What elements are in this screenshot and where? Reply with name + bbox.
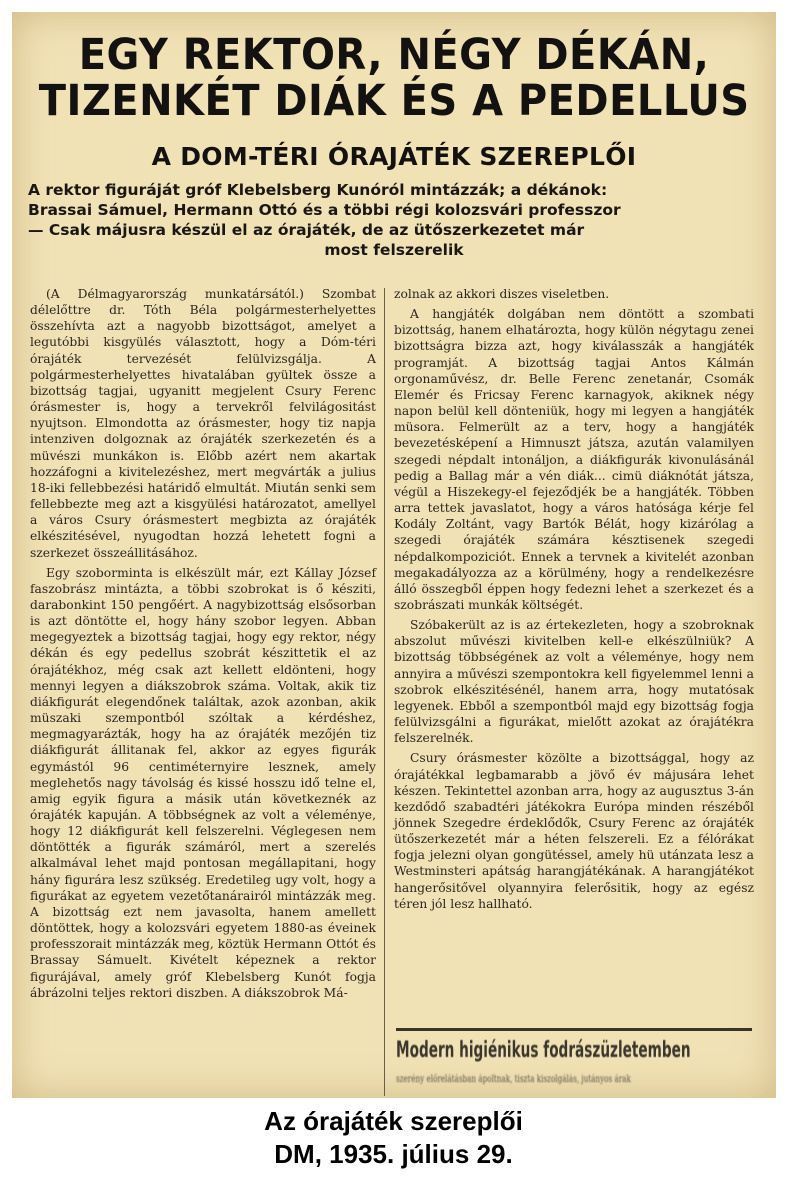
deck-summary: [28, 180, 760, 260]
column-divider: [384, 288, 385, 1096]
article-paragraph: Csury órásmester közölte a bizottsággal, hogy az órajátékkal legbamarabb a jövő év májusára lehet készen. Tekintettel azonban arra, hogy az augusztus 3-án kezdődő szabadtéri játékokra Európa minden részéből jönnek Szegedre érdeklődők, Csury Ferenc az órajáték ütőszerkezetét már a héten felszereli. Ez a félórákat fogja jelezni olyan gongütéssel, amely hü utánzata lesz a Westminsteri apátság harangjátékának. A harangjátékot hangerősitővel olyannyira felerősitik, hogy az egész téren jól lesz hallható.: [394, 751, 754, 911]
ad-subtitle: szerény előrelátásban ápoltnak, tiszta kiszolgálás, jutányos árak: [396, 1074, 631, 1085]
ad-title: Modern higiénikus fodrászüzletemben: [396, 1038, 691, 1063]
deck-line: A rektor figuráját gróf Klebelsberg Kunóról mintázzák; a dékánok:: [28, 181, 608, 199]
article-paragraph: A hangjáték dolgában nem döntött a szombati bizottság, hanem elhatározta, hogy külön négytagu zenei bizottságra bizza azt, hogy kiválasszák a hangjáték programját. A bizottság tagjai Antos Kálmán orgonaművész, dr. Belle Ferenc zenetanár, Csomák Elemér és Fricsay Ferenc karnagyok, akiknek négy napon belül kell dönteniük, hogy mi legyen a hangjáték müsora. Felmerült az a terv, hogy a hangjáték bevezetésképení a Himnuszt játsza, azután valamilyen szegedi népdalt intonáljon, a diákfigurák kivonulásánál pedig a Ballag már a vén diák... cimü diáknótát játsza, végül a Hiszekegy-el fejeződjék be a hangjáték. Többen arra tettek javaslatot, hogy a város hatósága kérje fel Kodály Zoltánt, vagy Bartók Bélát, hogy kizárólag a szegedi órajáték számára késztisenek szegedi népdalkompoziciót. Ennek a tervnek a kivitelét azonban megakadályozza az a körülmény, hogy a rendelkezésre álló összegből éppen hogy fedezni lehet a szerkezet és a szobrászati munkák költségét.: [394, 307, 754, 612]
newspaper-clipping: [12, 12, 776, 1098]
article-paragraph: Egy szoborminta is elkészült már, ezt Kállay József faszobrász mintázta, a többi szobrokat is ő késziti, darabonkint 150 pengőért. A nagybizottság elsősorban is azt döntötte el, hogy hány szobor legyen. Abban megegyeztek a bizottság tagjai, hogy egy rektor, négy dékán és egy pedellus szobrát készittetik el az órajátékhoz, még csak azt kellett eldönteni, hogy mennyi legyen a diákszobrok száma. Voltak, akik tiz diákfigurát elegendőnek találtak, azok azonban, akik müszaki szempontból szóltak a kérdéshez, megmagyarázták, hogy ha az órajáték mezőjén tiz diákfigurát állitanak fel, akkor az egyes figurák egymástól 96 centiméternyire lesznek, amely meglehetős nagy távolság és kissé hosszu idő telne el, amig egyik figura a másik után következnék az órajáték kapuján. A többségnek az volt a véleménye, hogy 12 diákfigurát kell felszerelni. Véglegesen nem döntötték a figurák számáról, mert a szerelés alkalmával lehet majd pontosan megállapitani, hogy hány figurára lesz szükség. Eredetileg ugy volt, hogy a figurákat az egyetem vezetőtanárairól mintázzák meg. A bizottság ezt nem javasolta, hanem amellett döntöttek, hogy a kolozsvári egyetem 1880-as éveinek professzorait mintázzák meg, köztük Hermann Ottót és Brassay Sámuelt. Kivételt képeznek a rektor figurájával, amely gróf Klebelsberg Kunót fogja ábrázolni teljes rektori diszben. A diákszobrok Má-: [30, 565, 376, 1000]
caption-title: Az órajáték szereplői: [264, 1106, 523, 1136]
subheadline: A DOM-TÉRI ÓRAJÁTÉK SZEREPLŐI: [151, 142, 637, 171]
article-left-column: [30, 286, 376, 1005]
ad-divider: [396, 1028, 752, 1031]
article-right-column: [394, 286, 754, 916]
article-paragraph: (A Délmagyarország munkatársától.) Szombat délelőttre dr. Tóth Béla polgármesterhelyettes összehívta azt a nagyobb bizottságot, amelyet a legutóbbi kisgyülés választott, hogy a Dóm-téri órajáték tervezését felülvizsgálja. A polgármesterhelyettes hivatalában gyültek össze a bizottság tagjai, ugyanitt megjelent Csury Ferenc órásmester is, hogy a tervekről felvilágositást nyujtson. Elmondotta az órásmester, hogy tiz napja intenziven dolgoznak az órajáték szerkezetén és a müvészi munkákon is. Előbb azért nem akartak hozzáfogni a kivitelezéshez, mert megvárták a julius 18-iki fellebbezési határidő elmultát. Miután senki sem fellebbezte meg azt a kisgyülési határozatot, amellyel a város Csury órásmestert megbizta az órajáték elkészitésével, nyugodtan hozzá lehetett fogni a szerkezet összeállitásához.: [30, 287, 376, 560]
deck-line: most felszerelik: [324, 241, 464, 259]
article-paragraph: zolnak az akkori diszes viseletben.: [394, 287, 610, 301]
caption-source: DM, 1935. július 29.: [274, 1139, 513, 1169]
deck-line: — Csak májusra készül el az órajáték, de az ütőszerkezetet már: [28, 221, 585, 239]
article-paragraph: Szóbakerült az is az értekezleten, hogy a szobroknak abszolut művészi kivitelben kell-e elkészülniük? A bizottság többségének az volt a véleménye, hogy nem annyira a művészi szempontokra kell figyelemmel lenni a szobrok elkészitésénél, hanem arra, hogy mutatósak legyenek. Ebből a szempontból majd egy bizottság fogja felülvizsgálni a figurákat, mielőtt azokat az órajátékra felszerelnék.: [394, 618, 754, 746]
headline-line-1: EGY REKTOR, NÉGY DÉKÁN,: [78, 30, 710, 80]
headline-line-2: TIZENKÉT DIÁK ÉS A PEDELLUS: [38, 76, 750, 126]
deck-line: Brassai Sámuel, Hermann Ottó és a többi régi kolozsvári professzor: [28, 201, 621, 219]
